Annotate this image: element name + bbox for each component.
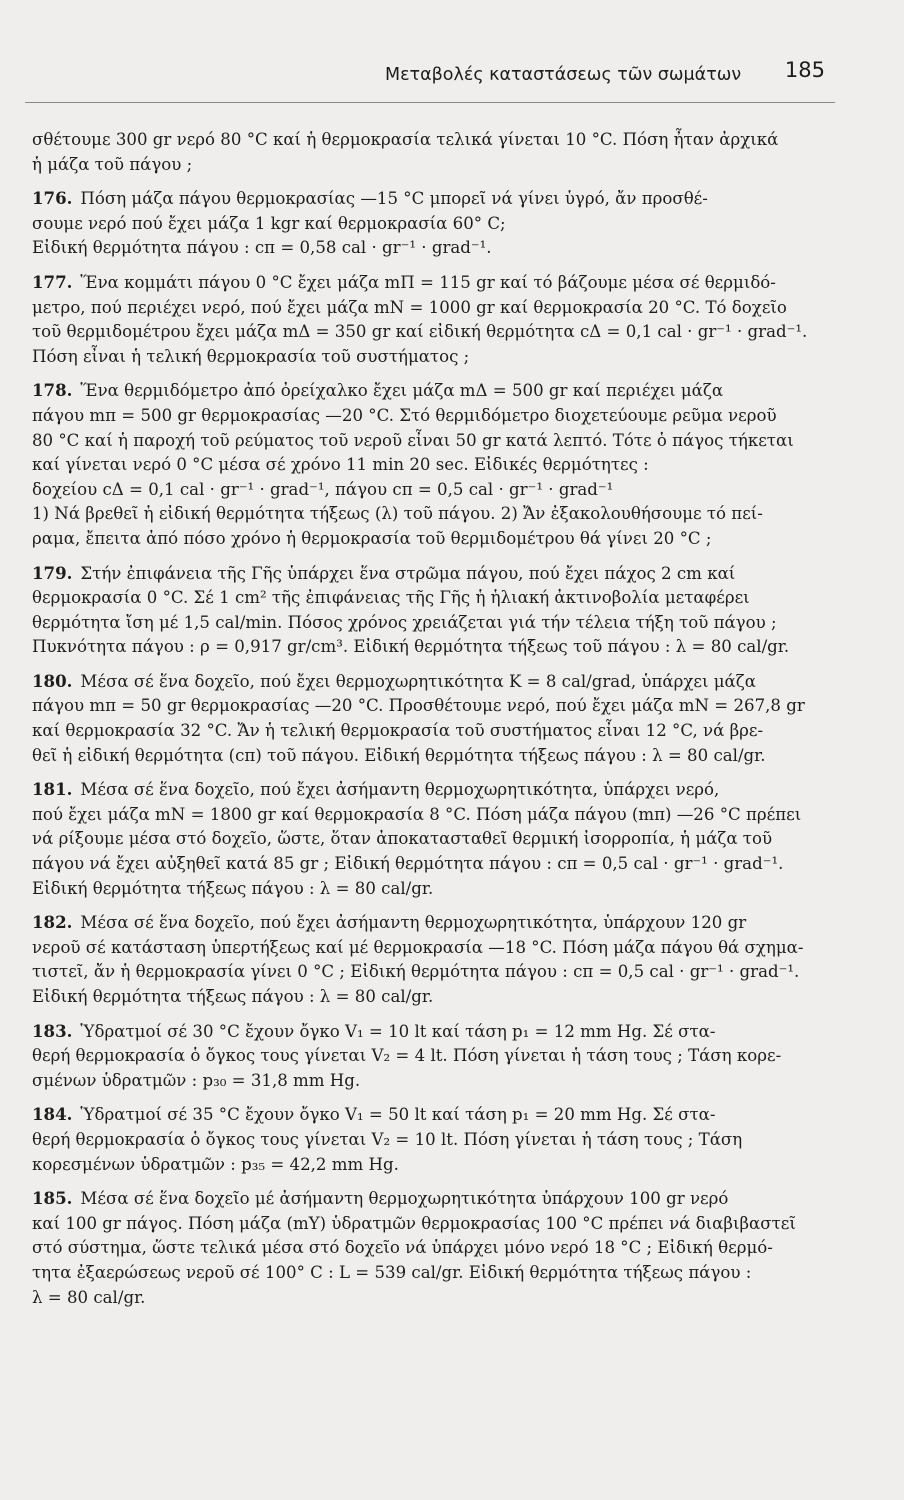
- problem-181: [32, 777, 840, 901]
- text-line: [32, 212, 840, 237]
- line-text: πάγου mπ = 500 gr θερμοκρασίας —20 °C. Στό θερμιδόμετρο διοχετεύουμε ρεῦμα νεροῦ: [32, 405, 777, 425]
- text-line: [32, 404, 840, 429]
- text-line: [32, 910, 840, 936]
- problem-number: 185.: [32, 1188, 73, 1209]
- line-text: Μέσα σέ ἕνα δοχεῖο, πού ἔχει ἀσήμαντη θερμοχωρητικότητα, ὑπάρχουν 120 gr: [80, 913, 747, 933]
- problem-number: 182.: [32, 912, 73, 933]
- text-line: [32, 960, 840, 985]
- line-text: δοχείου cΔ = 0,1 cal · gr⁻¹ · grad⁻¹, πάγου cπ = 0,5 cal · gr⁻¹ · grad⁻¹: [32, 479, 614, 499]
- problem-number: 180.: [32, 670, 73, 691]
- problem-180: [32, 669, 840, 768]
- line-text: στό σύστημα, ὥστε τελικά μέσα στό δοχεῖο νά ὑπάρχει μόνο νερό 18 °C ; Εἰδική θερμό-: [32, 1238, 773, 1258]
- line-text: τητα ἐξαερώσεως νεροῦ σέ 100° C : L = 539 cal/gr. Εἰδική θερμότητα τήξεως πάγου :: [32, 1262, 752, 1282]
- text-line: [32, 429, 840, 454]
- line-text: ραμα, ἔπειτα ἀπό πόσο χρόνο ἡ θερμοκρασία τοῦ θερμιδομέτρου θά γίνει 20 °C ;: [32, 528, 712, 548]
- text-line: [32, 320, 840, 345]
- line-text: Εἰδική θερμότητα τήξεως πάγου : λ = 80 cal/gr.: [32, 878, 434, 898]
- text-line: [32, 1236, 840, 1261]
- text-line: [32, 478, 840, 503]
- problem-continued: [32, 128, 840, 177]
- line-text: Ὑδρατμοί σέ 35 °C ἔχουν ὄγκο V₁ = 50 lt καί τάση p₁ = 20 mm Hg. Σέ στα-: [80, 1105, 716, 1125]
- text-line: [32, 803, 840, 828]
- line-text: 80 °C καί ἡ παροχή τοῦ ρεύματος τοῦ νεροῦ εἶναι 50 gr κατά λεπτό. Τότε ὁ πάγος τήκεται: [32, 430, 794, 450]
- running-header: [385, 56, 825, 92]
- line-text: μετρο, πού περιέχει νερό, πού ἔχει μάζα mN = 1000 gr καί θερμοκρασία 20 °C. Τό δοχεῖο: [32, 297, 787, 317]
- line-text: νά ρίξουμε μέσα στό δοχεῖο, ὥστε, ὅταν ἀποκατασταθεῖ θερμική ἰσορροπία, ἡ μάζα τοῦ: [32, 829, 773, 849]
- text-line: [32, 153, 840, 178]
- text-line: [32, 635, 840, 660]
- problem-number: 183.: [32, 1020, 73, 1041]
- text-line: [32, 453, 840, 478]
- text-line: [32, 1286, 840, 1311]
- line-text: θερή θερμοκρασία ὁ ὄγκος τους γίνεται V₂ = 4 lt. Πόση γίνεται ἡ τάση τους ; Τάση κορε-: [32, 1046, 782, 1066]
- line-text: 1) Νά βρεθεῖ ἡ εἰδική θερμότητα τήξεως (λ) τοῦ πάγου. 2) Ἄν ἐξακολουθήσουμε τό πεί-: [32, 504, 763, 524]
- line-text: καί 100 gr πάγος. Πόση μάζα (mY) ὑδρατμῶν θερμοκρασίας 100 °C πρέπει νά διαβιβαστεῖ: [32, 1213, 796, 1233]
- text-line: [32, 985, 840, 1010]
- line-text: θερή θερμοκρασία ὁ ὄγκος τους γίνεται V₂ = 10 lt. Πόση γίνεται ἡ τάση τους ; Τάση: [32, 1129, 743, 1149]
- line-text: Πόση μάζα πάγου θερμοκρασίας —15 °C μπορεῖ νά γίνει ὑγρό, ἄν προσθέ-: [80, 189, 708, 209]
- line-text: Μέσα σέ ἕνα δοχεῖο μέ ἀσήμαντη θερμοχωρητικότητα ὑπάρχουν 100 gr νερό: [80, 1189, 729, 1209]
- problem-179: [32, 561, 840, 660]
- text-line: [32, 1186, 840, 1212]
- line-text: σθέτουμε 300 gr νερό 80 °C καί ἡ θερμοκρασία τελικά γίνεται 10 °C. Πόση ἦταν ἀρχικά: [32, 130, 779, 149]
- text-line: [32, 586, 840, 611]
- line-text: λ = 80 cal/gr.: [32, 1287, 146, 1307]
- problem-number: 178.: [32, 380, 73, 401]
- line-text: καί γίνεται νερό 0 °C μέσα σέ χρόνο 11 min 20 sec. Εἰδικές θερμότητες :: [32, 455, 649, 475]
- line-text: σουμε νερό πού ἔχει μάζα 1 kgr καί θερμοκρασία 60° C;: [32, 213, 506, 233]
- text-line: [32, 852, 840, 877]
- line-text: Μέσα σέ ἕνα δοχεῖο, πού ἔχει ἀσήμαντη θερμοχωρητικότητα, ὑπάρχει νερό,: [80, 780, 720, 800]
- problem-number: 181.: [32, 779, 73, 800]
- text-line: [32, 1102, 840, 1128]
- line-text: σμένων ὑδρατμῶν : p₃₀ = 31,8 mm Hg.: [32, 1070, 361, 1090]
- problems-list: [32, 128, 840, 1319]
- line-text: Στήν ἐπιφάνεια τῆς Γῆς ὑπάρχει ἕνα στρῶμα πάγου, πού ἔχει πάχος 2 cm καί: [80, 563, 736, 583]
- line-text: κορεσμένων ὑδρατμῶν : p₃₅ = 42,2 mm Hg.: [32, 1154, 399, 1174]
- problem-177: [32, 270, 840, 369]
- text-line: [32, 1128, 840, 1153]
- text-line: [32, 777, 840, 803]
- line-text: Πυκνότητα πάγου : ρ = 0,917 gr/cm³. Εἰδική θερμότητα τήξεως τοῦ πάγου : λ = 80 cal/gr.: [32, 637, 790, 657]
- line-text: τοῦ θερμιδομέτρου ἔχει μάζα mΔ = 350 gr καί εἰδική θερμότητα cΔ = 0,1 cal · gr⁻¹ · grad⁻¹.: [32, 322, 808, 342]
- line-text: Εἰδική θερμότητα τήξεως πάγου : λ = 80 cal/gr.: [32, 987, 434, 1006]
- problem-176: [32, 186, 840, 261]
- text-line: [32, 611, 840, 636]
- problem-182: [32, 910, 840, 1009]
- text-line: [32, 936, 840, 961]
- text-line: [32, 502, 840, 527]
- line-text: πού ἔχει μάζα mN = 1800 gr καί θερμοκρασία 8 °C. Πόση μάζα πάγου (mπ) —26 °C πρέπει: [32, 804, 802, 824]
- line-text: τιστεῖ, ἄν ἡ θερμοκρασία γίνει 0 °C ; Εἰδική θερμότητα πάγου : cπ = 0,5 cal · gr⁻¹ · grad⁻¹.: [32, 962, 800, 982]
- text-line: [32, 186, 840, 212]
- text-line: [32, 527, 840, 552]
- line-text: θερμότητα ἴση μέ 1,5 cal/min. Πόσος χρόνος χρειάζεται γιά τήν τέλεια τήξη τοῦ πάγου ;: [32, 612, 777, 632]
- text-line: [32, 345, 840, 370]
- text-line: [32, 1261, 840, 1286]
- line-text: Μέσα σέ ἕνα δοχεῖο, πού ἔχει θερμοχωρητικότητα K = 8 cal/grad, ὑπάρχει μάζα: [80, 671, 756, 691]
- problem-184: [32, 1102, 840, 1177]
- problem-number: 176.: [32, 188, 73, 209]
- text-line: [32, 744, 840, 769]
- line-text: Ἕνα κομμάτι πάγου 0 °C ἔχει μάζα mΠ = 115 gr καί τό βάζουμε μέσα σέ θερμιδό-: [80, 272, 776, 292]
- problem-185: [32, 1186, 840, 1310]
- line-text: Ὑδρατμοί σέ 30 °C ἔχουν ὄγκο V₁ = 10 lt καί τάση p₁ = 12 mm Hg. Σέ στα-: [80, 1021, 716, 1041]
- problem-178: [32, 378, 840, 551]
- text-line: [32, 1069, 840, 1094]
- text-line: [32, 1212, 840, 1237]
- problem-number: 177.: [32, 271, 73, 292]
- text-line: [32, 694, 840, 719]
- chapter-title: Μεταβολές καταστάσεως τῶν σωμάτων: [385, 65, 742, 85]
- line-text: πάγου mπ = 50 gr θερμοκρασίας —20 °C. Προσθέτουμε νερό, πού ἔχει μάζα mN = 267,8 gr: [32, 696, 805, 716]
- text-line: [32, 236, 840, 261]
- line-text: Εἰδική θερμότητα πάγου : cπ = 0,58 cal · gr⁻¹ · grad⁻¹.: [32, 238, 492, 258]
- line-text: θερμοκρασία 0 °C. Σέ 1 cm² τῆς ἐπιφάνειας τῆς Γῆς ἡ ἡλιακή ἀκτινοβολία μεταφέρει: [32, 588, 750, 608]
- text-line: [32, 877, 840, 902]
- text-line: [32, 296, 840, 321]
- text-line: [32, 128, 840, 153]
- text-line: [32, 270, 840, 296]
- problem-number: 179.: [32, 562, 73, 583]
- text-line: [32, 378, 840, 404]
- line-text: θεῖ ἡ εἰδική θερμότητα (cπ) τοῦ πάγου. Εἰδική θερμότητα τήξεως πάγου : λ = 80 cal/gr.: [32, 745, 766, 765]
- text-line: [32, 1019, 840, 1045]
- text-line: [32, 1044, 840, 1069]
- line-text: καί θερμοκρασία 32 °C. Ἄν ἡ τελική θερμοκρασία τοῦ συστήματος εἶναι 12 °C, νά βρε-: [32, 721, 764, 741]
- line-text: ἡ μάζα τοῦ πάγου ;: [32, 154, 193, 174]
- line-text: νεροῦ σέ κατάσταση ὑπερτήξεως καί μέ θερμοκρασία —18 °C. Πόση μάζα πάγου θά σχημα-: [32, 937, 804, 957]
- text-line: [32, 1153, 840, 1178]
- problem-number: 184.: [32, 1104, 73, 1125]
- line-text: Πόση εἶναι ἡ τελική θερμοκρασία τοῦ συστήματος ;: [32, 346, 470, 366]
- header-rule: [25, 102, 835, 103]
- problem-183: [32, 1019, 840, 1094]
- line-text: Ἕνα θερμιδόμετρο ἀπό ὀρείχαλκο ἔχει μάζα mΔ = 500 gr καί περιέχει μάζα: [80, 381, 724, 401]
- text-line: [32, 827, 840, 852]
- text-line: [32, 719, 840, 744]
- text-line: [32, 669, 840, 695]
- line-text: πάγου νά ἔχει αὐξηθεῖ κατά 85 gr ; Εἰδική θερμότητα πάγου : cπ = 0,5 cal · gr⁻¹ · grad⁻¹.: [32, 854, 784, 874]
- text-line: [32, 561, 840, 587]
- page-number: 185: [784, 58, 825, 82]
